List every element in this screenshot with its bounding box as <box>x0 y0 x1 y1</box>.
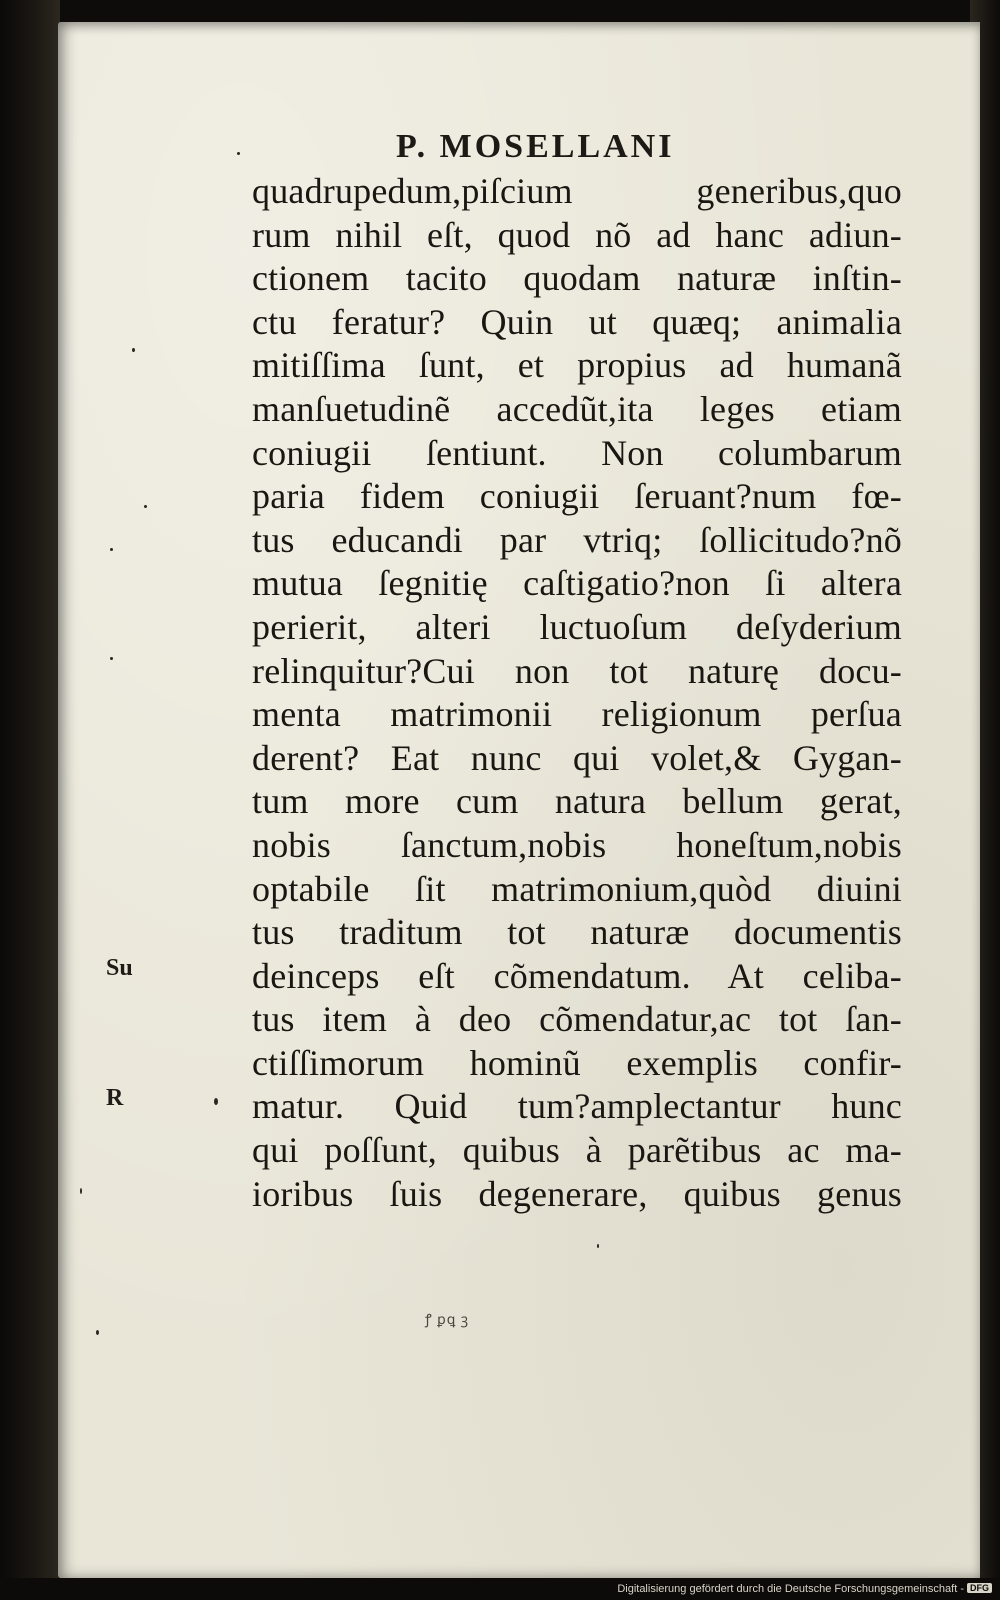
catchword: ꝭ ꝑꝗ ꝫ <box>425 1313 470 1328</box>
text-line: relinquitur?Cui non tot naturę docu- <box>252 650 902 691</box>
text-line: ctionem tacito quodam naturæ inſtin- <box>252 258 902 299</box>
text-line: nobis ſanctum,nobis honeſtum,nobis <box>252 824 902 865</box>
ink-speck <box>96 1330 99 1335</box>
text-line: paria fidem coniugii ſeruant?num fœ- <box>252 476 902 517</box>
running-head: P. MOSELLANI <box>396 128 675 165</box>
scan-background-left <box>0 0 60 1578</box>
text-line: mutua ſegnitię caſtigatio?non ſi altera <box>252 563 902 604</box>
text-line: ioribus ſuis degenerare, quibus genus <box>252 1173 902 1214</box>
ink-speck <box>110 548 113 551</box>
text-line: tus item à deo cõmendatur,ac tot ſan- <box>252 999 902 1040</box>
text-line: perierit, alteri luctuoſum deſyderium <box>252 606 902 647</box>
text-line: menta matrimonii religionum perſua <box>252 694 902 735</box>
ink-speck <box>237 152 240 155</box>
body-text <box>252 170 902 1216</box>
text-line: qui poſſunt, quibus à parẽtibus ac ma- <box>252 1130 902 1171</box>
text-line: derent? Eat nunc qui volet,& Gygan- <box>252 737 902 778</box>
dfg-logo-icon: DFG <box>967 1583 992 1593</box>
text-line: tum more cum natura bellum gerat, <box>252 781 902 822</box>
text-line: quadrupedum,piſcium generibus,quo <box>252 171 902 211</box>
ink-speck <box>110 657 113 660</box>
text-line: ctu feratur? Quin ut quæq; animalia <box>252 301 902 342</box>
text-line: optabile ſit matrimonium,quòd diuini <box>252 868 902 909</box>
text-line: mitiſſima ſunt, et propius ad humanã <box>252 345 902 386</box>
text-line: deinceps eſt cõmendatum. At celiba- <box>252 955 902 996</box>
ink-speck <box>132 348 135 352</box>
text-line: tus traditum tot naturæ documentis <box>252 912 902 953</box>
ink-speck <box>144 505 147 508</box>
text-line: coniugii ſentiunt. Non columbarum <box>252 432 902 473</box>
margin-note-r: R <box>106 1085 124 1111</box>
ink-speck <box>597 1244 599 1248</box>
text-line: tus educandi par vtriq; ſollicitudo?nõ <box>252 519 902 560</box>
text-line: rum nihil eſt, quod nõ ad hanc adiun- <box>252 214 902 255</box>
ink-speck <box>214 1098 218 1105</box>
text-line: matur. Quid tum?amplectantur hunc <box>252 1086 902 1127</box>
text-line: manſuetudinẽ accedũt,ita leges etiam <box>252 388 902 429</box>
ink-speck <box>80 1188 82 1194</box>
margin-note-su: Su <box>106 955 133 981</box>
footer-credit <box>617 1583 992 1595</box>
footer-credit-text: Digitalisierung gefördert durch die Deutsche Forschungsgemeinschaft - <box>617 1583 964 1595</box>
text-line: ctiſſimorum hominũ exemplis confir- <box>252 1042 902 1083</box>
